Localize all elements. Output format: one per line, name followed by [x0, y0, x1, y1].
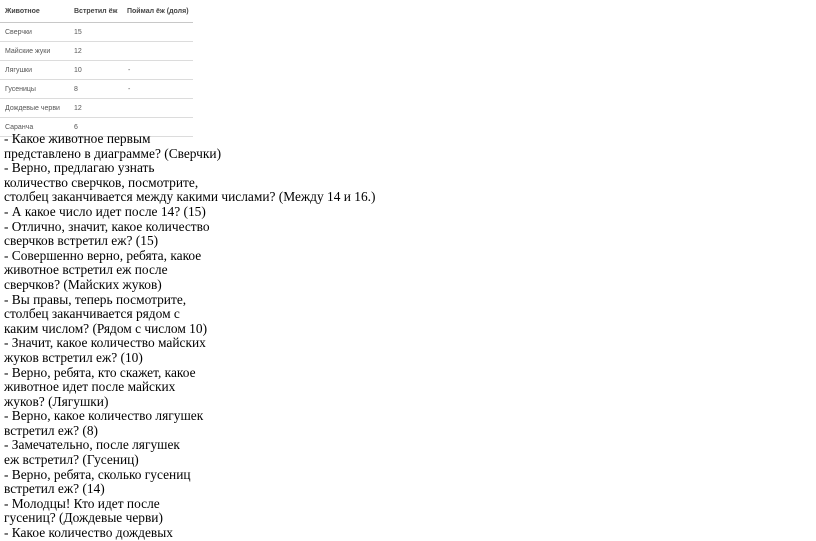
- cell-met: 8: [69, 80, 122, 99]
- cell-caught: -: [122, 80, 193, 99]
- cell-met: 12: [69, 42, 122, 61]
- dialog-line: количество сверчков, посмотрите,: [4, 174, 199, 190]
- dialog-line: - Какое количество дождевых: [4, 525, 173, 541]
- cell-met: 12: [69, 99, 122, 118]
- dialog-line: столбец заканчивается между какими числами? (Между 14 и 16.): [4, 189, 376, 205]
- dialog-line: - Молодцы! Кто идет после: [4, 495, 160, 511]
- dialog-line: сверчков встретил еж? (15): [4, 233, 159, 249]
- dialog-line: представлено в диаграмме? (Сверчки): [4, 145, 222, 161]
- dialog-line: сверчков? (Майских жуков): [4, 276, 162, 292]
- cell-caught: [122, 99, 193, 118]
- dialog-line: встретил еж? (14): [4, 481, 105, 497]
- cell-caught: [122, 23, 193, 42]
- dialog-line: жуков? (Лягушки): [4, 393, 109, 409]
- header-met: Встретил ёж: [69, 0, 122, 23]
- header-caught: Поймал ёж (доля): [122, 0, 193, 23]
- dialog-line: животное идет после майских: [4, 379, 176, 395]
- dialog-line: жуков встретил еж? (10): [4, 349, 143, 365]
- table-row: [0, 23, 193, 42]
- cell-met: 6: [69, 118, 122, 137]
- dialog-line: - Какое животное первым: [4, 131, 151, 146]
- dialog-line: - Совершенно верно, ребята, какое: [4, 247, 202, 263]
- animals-table: [0, 0, 193, 137]
- cell-caught: [122, 42, 193, 61]
- dialog-line: - Значит, какое количество майских: [4, 335, 206, 351]
- dialog-line: столбец заканчивается рядом с: [4, 306, 180, 322]
- header-animal: Животное: [0, 0, 69, 23]
- dialog-line: каким числом? (Рядом с числом 10): [4, 320, 208, 336]
- table-row: [0, 61, 193, 80]
- cell-animal: Лягушки: [0, 61, 69, 80]
- dialog-line: встретил еж? (8): [4, 422, 98, 438]
- dialog-text: [4, 132, 375, 541]
- table-header-row: [0, 0, 193, 23]
- dialog-line: - Отлично, значит, какое количество: [4, 218, 210, 234]
- cell-animal: Майские жуки: [0, 42, 69, 61]
- cell-animal: Гусеницы: [0, 80, 69, 99]
- dialog-line: - Верно, ребята, кто скажет, какое: [4, 364, 196, 380]
- table-row: [0, 80, 193, 99]
- dialog-line: животное встретил еж после: [4, 262, 168, 278]
- cell-animal: Сверчки: [0, 23, 69, 42]
- dialog-line: - Верно, предлагаю узнать: [4, 160, 155, 176]
- dialog-line: - Вы правы, теперь посмотрите,: [4, 291, 187, 307]
- cell-animal: Саранча: [0, 118, 69, 137]
- cell-caught: -: [122, 61, 193, 80]
- dialog-line: гусениц? (Дождевые черви): [4, 510, 163, 526]
- dialog-line: еж встретил? (Гусениц): [4, 452, 139, 468]
- dialog-line: - Верно, какое количество лягушек: [4, 408, 204, 424]
- dialog-line: - Замечательно, после лягушек: [4, 437, 180, 453]
- data-table-container: [0, 0, 193, 137]
- table-row: [0, 42, 193, 61]
- cell-met: 15: [69, 23, 122, 42]
- cell-met: 10: [69, 61, 122, 80]
- dialog-line: - А какое число идет после 14? (15): [4, 203, 206, 219]
- cell-animal: Дождевые черви: [0, 99, 69, 118]
- table-row: [0, 99, 193, 118]
- dialog-line: - Верно, ребята, сколько гусениц: [4, 466, 191, 482]
